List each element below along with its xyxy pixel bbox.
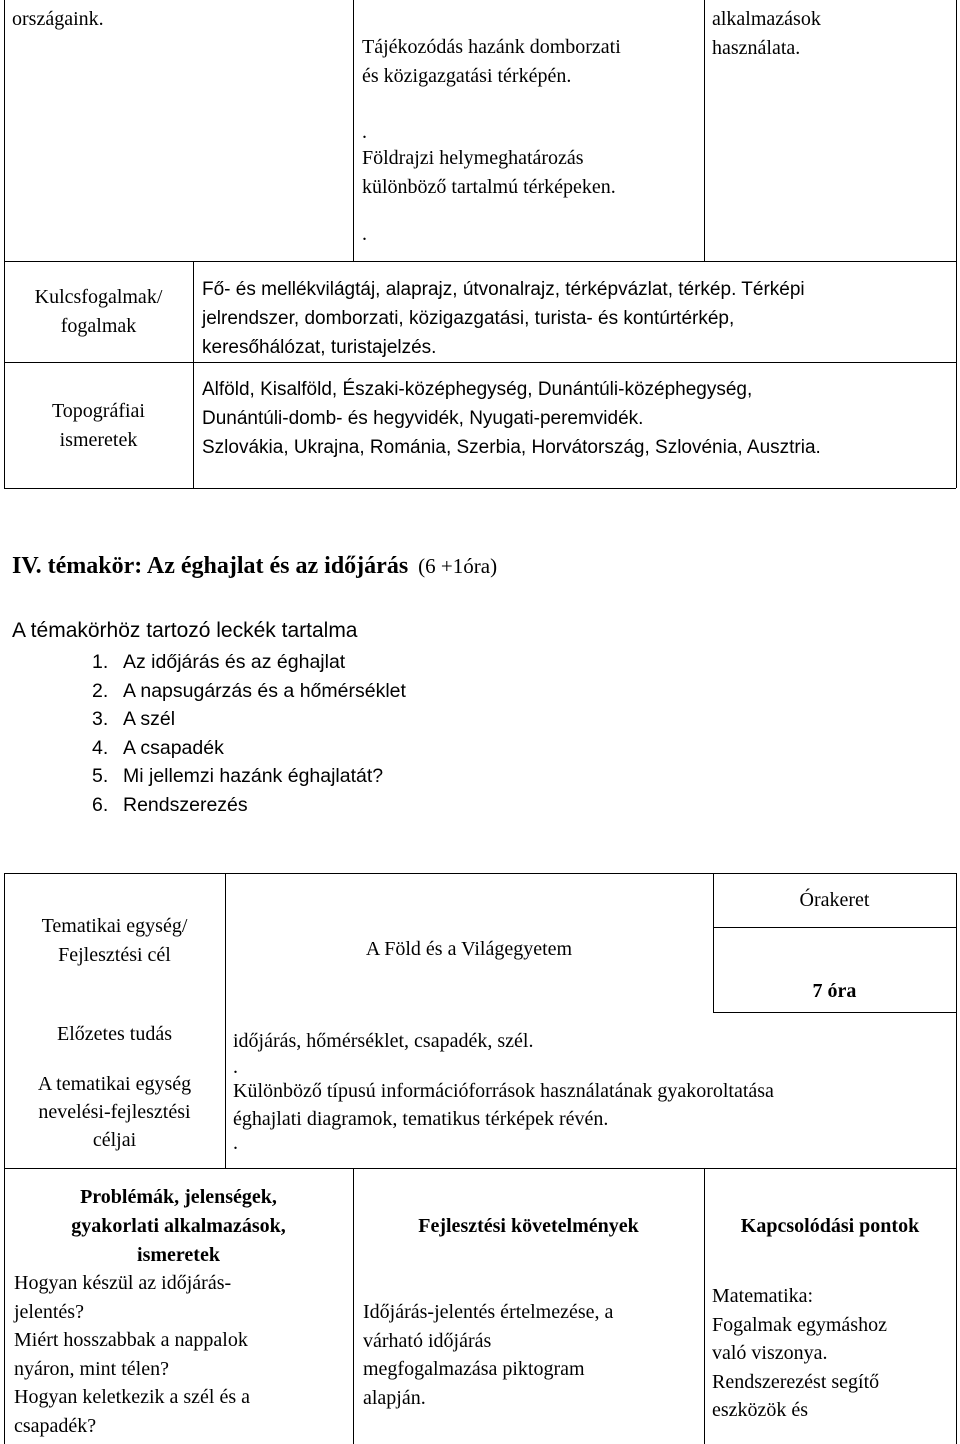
- list-item: [92, 677, 406, 706]
- list-text: Az időjárás és az éghajlat: [123, 651, 346, 673]
- list-number: 4.: [92, 736, 109, 759]
- text-line: Hogyan keletkezik a szél és a: [14, 1386, 251, 1409]
- text-line: .: [233, 1056, 238, 1078]
- section-title: IV. témakör: Az éghajlat és az időjárás: [12, 553, 409, 579]
- label-line: Topográfiai: [51, 400, 145, 422]
- table-border: [956, 873, 957, 1444]
- table-border: [4, 261, 956, 262]
- table-border: [4, 1168, 956, 1169]
- header-line: gyakorlati alkalmazások,: [71, 1215, 286, 1237]
- table-border: [713, 927, 956, 928]
- cell-text: .: [362, 223, 367, 245]
- table-border: [193, 261, 194, 488]
- text-line: várható időjárás: [363, 1329, 492, 1352]
- cell-text: és közigazgatási térképén.: [362, 65, 572, 87]
- table-border: [353, 0, 354, 261]
- label-line: A tematikai egység: [37, 1073, 192, 1095]
- text-line: Alföld, Kisalföld, Északi-középhegység, Dunántúli-középhegység,: [202, 379, 753, 400]
- cell-text: [362, 91, 621, 120]
- hours-value: 7 óra: [812, 980, 857, 1002]
- list-number: 3.: [92, 708, 109, 731]
- cell-text: alkalmazások: [712, 8, 821, 30]
- key-concepts-label: [4, 283, 193, 341]
- section-hours: (6 +1óra): [418, 554, 498, 578]
- text-line: nyáron, mint télen?: [14, 1357, 169, 1380]
- cell-text: különböző tartalmú térképeken.: [362, 176, 616, 198]
- text-line: éghajlati diagramok, tematikus térképek révén.: [233, 1108, 609, 1130]
- text-line: .: [233, 1132, 238, 1154]
- unit-title: A Föld és a Világegyetem: [365, 938, 573, 960]
- text-line: megfogalmazása piktogram: [363, 1358, 585, 1381]
- text-line: való viszonya.: [712, 1342, 828, 1365]
- label-line: Fejlesztési cél: [58, 944, 171, 966]
- text-line: Időjárás-jelentés értelmezése, a: [363, 1301, 614, 1323]
- label-line: céljai: [92, 1129, 137, 1151]
- header-line: Problémák, jelenségek,: [80, 1186, 277, 1208]
- list-number: 5.: [92, 765, 109, 788]
- text-line: Fő- és mellékvilágtáj, alaprajz, útvonalrajz, térképvázlat, térkép. Térképi: [202, 279, 805, 300]
- text-line: eszközök és: [712, 1399, 809, 1422]
- text-line: Különböző típusú információforrások használatának gyakoroltatása: [233, 1080, 774, 1102]
- cell-orientation: [362, 33, 621, 244]
- list-item: [92, 791, 406, 820]
- table-border: [713, 1012, 956, 1013]
- list-text: Mi jellemzi hazánk éghajlatát?: [123, 765, 384, 788]
- text-line: Matematika:: [712, 1285, 814, 1307]
- text-line: Rendszerezést segítő: [712, 1370, 880, 1393]
- text-line: Dunántúli-domb- és hegyvidék, Nyugati-peremvidék.: [202, 408, 644, 429]
- topography-text: [202, 375, 821, 462]
- label-line: Kulcsfogalmak/: [34, 286, 163, 308]
- hours-label: Órakeret: [799, 889, 870, 911]
- text-line: alapján.: [363, 1386, 426, 1409]
- section-heading: [12, 553, 497, 580]
- list-number: 2.: [92, 679, 109, 702]
- prior-knowledge-label: Előzetes tudás: [57, 1023, 172, 1045]
- cell-text: használata.: [712, 37, 801, 59]
- label-line: nevelési-fejlesztési: [38, 1101, 191, 1123]
- text-line: jelrendszer, domborzati, közigazgatási, turista- és kontúrtérkép,: [202, 308, 735, 329]
- prior-knowledge-text: időjárás, hőmérséklet, csapadék, szél.: [233, 1030, 534, 1052]
- list-item: [92, 648, 406, 677]
- text-line: csapadék?: [14, 1414, 97, 1437]
- text-line: Szlovákia, Ukrajna, Románia, Szerbia, Horvátország, Szlovénia, Ausztria.: [202, 437, 821, 458]
- table-border: [4, 873, 956, 874]
- key-concepts-text: [202, 275, 805, 362]
- list-item: [92, 705, 406, 734]
- list-text: A szél: [123, 708, 176, 731]
- table-border: [353, 1168, 354, 1444]
- label-line: ismeretek: [59, 429, 138, 451]
- topography-label: [4, 397, 193, 455]
- table-border: [704, 0, 705, 261]
- label-line: Tematikai egység/: [41, 915, 188, 937]
- text-line: Hogyan készül az időjárás-: [14, 1272, 232, 1294]
- cell-text: Földrajzi helymeghatározás: [362, 147, 584, 169]
- list-number: 6.: [92, 793, 109, 816]
- table-border: [4, 362, 956, 363]
- table-border: [704, 1168, 705, 1444]
- col-requirements-header: Fejlesztési követelmények: [418, 1215, 639, 1237]
- cell-text: [362, 202, 621, 224]
- table-border: [4, 488, 956, 489]
- cell-text: országaink.: [12, 8, 104, 30]
- col-requirements-text: [363, 1298, 613, 1412]
- table-border: [225, 873, 226, 1168]
- text-line: jelentés?: [14, 1300, 84, 1323]
- list-number: 1.: [92, 651, 109, 673]
- goals-label: [4, 1070, 225, 1154]
- col-problems-text: [14, 1269, 250, 1441]
- lessons-title: A témakörhöz tartozó leckék tartalma: [12, 619, 358, 642]
- cell-text: Tájékozódás hazánk domborzati: [362, 36, 621, 58]
- list-text: A napsugárzás és a hőmérséklet: [123, 679, 406, 702]
- list-text: Rendszerezés: [123, 793, 248, 816]
- label-line: fogalmak: [60, 315, 137, 337]
- cell-text: .: [362, 121, 367, 143]
- table-border: [956, 0, 957, 488]
- col-connections-header: Kapcsolódási pontok: [740, 1215, 920, 1237]
- list-item: [92, 734, 406, 763]
- list-item: [92, 762, 406, 791]
- col-problems-header: [4, 1183, 353, 1270]
- cell-applications: [712, 5, 821, 63]
- lessons-list: [92, 648, 406, 820]
- col-connections-text: [712, 1282, 887, 1425]
- cell-countries: [12, 5, 104, 34]
- header-line: ismeretek: [137, 1244, 220, 1266]
- text-line: Miért hosszabbak a nappalok: [14, 1329, 248, 1352]
- text-line: Fogalmak egymáshoz: [712, 1313, 887, 1336]
- list-text: A csapadék: [123, 736, 224, 759]
- text-line: keresőhálózat, turistajelzés.: [202, 337, 437, 358]
- unit-label: [4, 912, 225, 970]
- goals-text: [233, 1057, 774, 1153]
